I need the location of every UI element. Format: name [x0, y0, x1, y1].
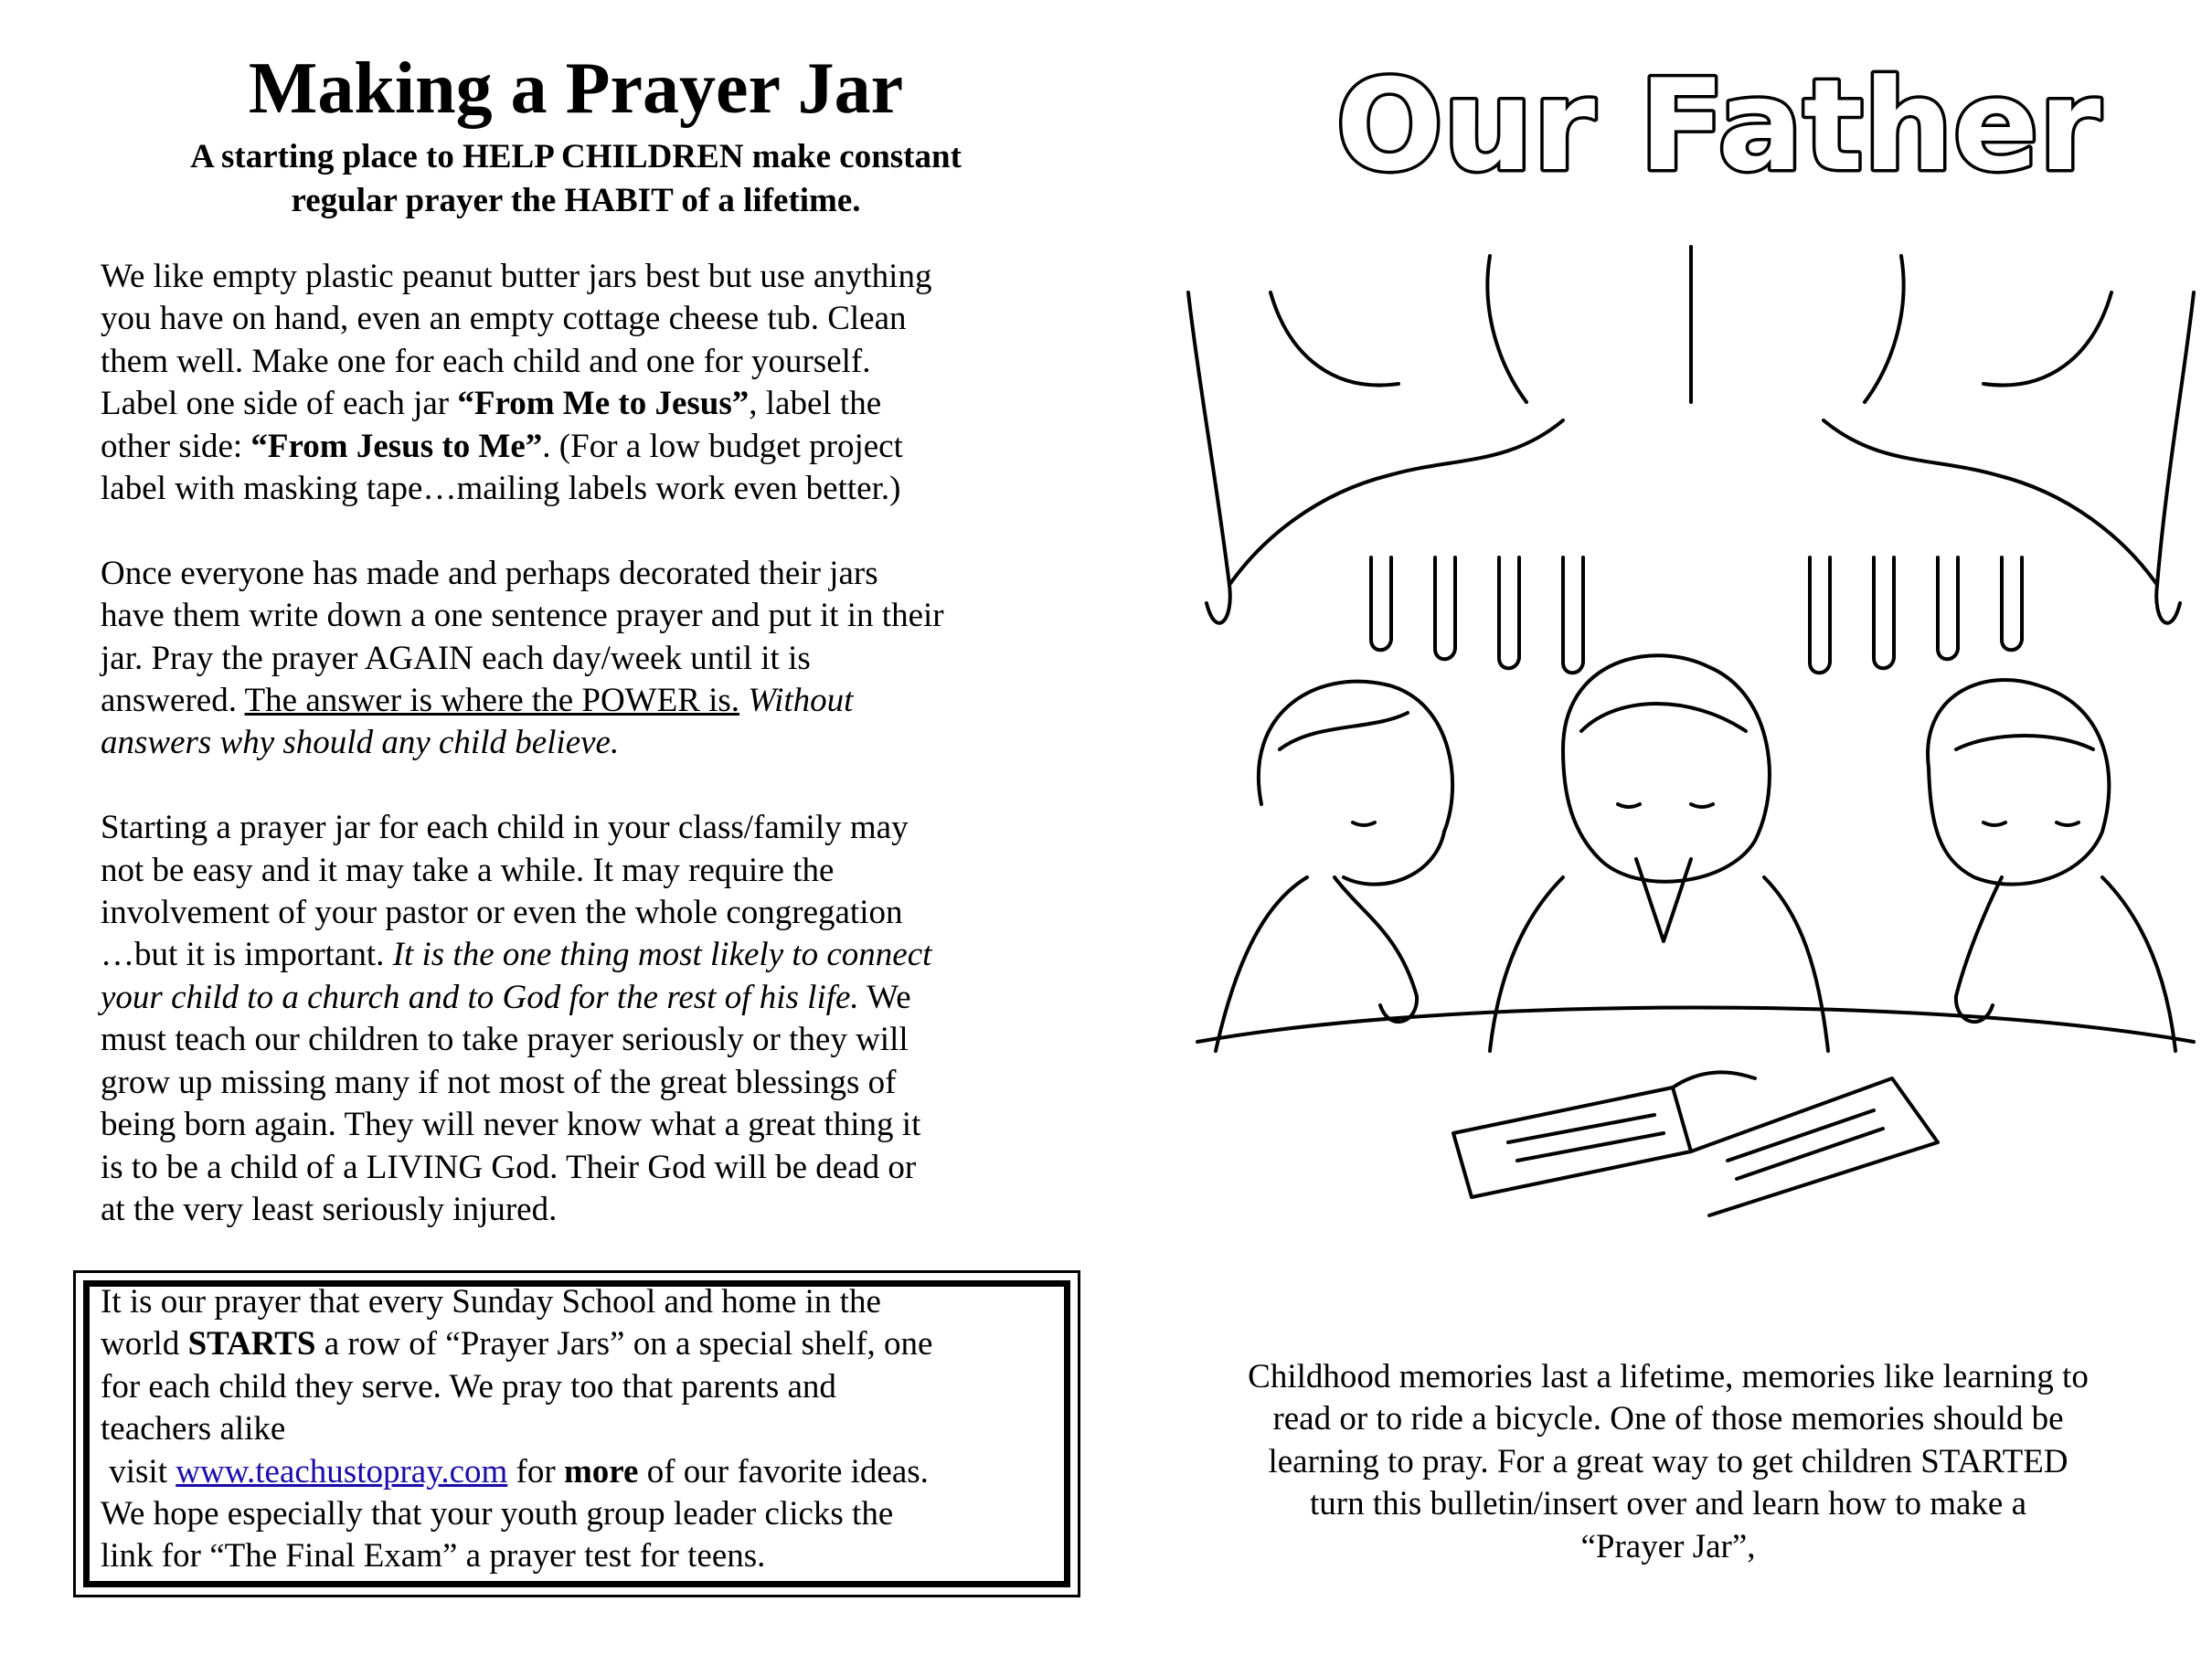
paragraph-importance	[101, 807, 1069, 1231]
text-line: is to be a child of a LIVING God. Their God will be dead or	[101, 1148, 917, 1186]
text-line: for each child they serve. We pray too that parents and	[101, 1367, 836, 1406]
text-line: turn this bulletin/insert over and learn how to make a	[1310, 1485, 2026, 1523]
website-link[interactable]: www.teachustopray.com	[175, 1452, 508, 1491]
text-line: other side: “From Jesus to Me”. (For a low budget project	[101, 427, 903, 465]
text-line: read or to ride a bicycle. One of those memories should be	[1272, 1400, 2064, 1438]
paragraph-prayer-writing	[101, 553, 1069, 765]
text-line: have them write down a one sentence prayer and put it in their	[101, 597, 944, 635]
hands-illustration	[1188, 247, 2194, 673]
text-line: We hope especially that your youth group leader clicks the	[101, 1495, 894, 1533]
praying-children-illustration	[1179, 238, 2212, 1234]
paragraph-jar-setup	[101, 256, 1069, 510]
child-middle	[1490, 655, 1828, 1051]
text-line: label with masking tape…mailing labels work even better.)	[101, 470, 901, 508]
callout-text	[101, 1281, 1069, 1578]
text-line: at the very least seriously injured.	[101, 1190, 558, 1228]
subtitle-line: regular prayer the HABIT of a lifetime.	[291, 182, 861, 219]
text-line: It is our prayer that every Sunday School and home in the	[101, 1283, 881, 1321]
text-line: you have on hand, even an empty cottage cheese tub. Clean	[101, 300, 907, 338]
text-line: “Prayer Jar”,	[1580, 1527, 1756, 1565]
label-from-me-to-jesus: “From Me to Jesus”	[457, 385, 750, 423]
text-line: Childhood memories last a lifetime, memories like learning to	[1248, 1358, 2089, 1395]
table-and-open-book	[1197, 1008, 2194, 1216]
text-line: teachers alike	[101, 1410, 286, 1448]
text-line: …but it is important. It is the one thing most likely to connect	[101, 936, 932, 974]
caption-text	[1161, 1356, 2175, 1568]
text-line: link for “The Final Exam” a prayer test for teens.	[101, 1537, 766, 1575]
text-line: Starting a prayer jar for each child in your class/family may	[101, 809, 909, 847]
text-line: jar. Pray the prayer AGAIN each day/week until it is	[101, 639, 811, 677]
text-line: must teach our children to take prayer seriously or they will	[101, 1021, 909, 1059]
text-line: world STARTS a row of “Prayer Jars” on a special shelf, one	[101, 1325, 933, 1363]
text-line: grow up missing many if not most of the great blessings of	[101, 1063, 897, 1101]
child-right	[1928, 680, 2175, 1051]
our-father-outline-title	[1261, 55, 2175, 201]
label-from-jesus-to-me: “From Jesus to Me”	[250, 427, 543, 465]
text-line: being born again. They will never know what a great thing it	[101, 1106, 921, 1144]
text-line: We like empty plastic peanut butter jars best but use anything	[101, 258, 932, 295]
subtitle-line: A starting place to HELP CHILDREN make constant	[190, 138, 962, 175]
text-line: not be easy and it may take a while. It may require the	[101, 851, 835, 889]
right-panel	[1106, 0, 2212, 1655]
text-line: Once everyone has made and perhaps decorated their jars	[101, 554, 878, 592]
text-line: them well. Make one for each child and one for yourself.	[101, 342, 871, 380]
art-title-text: Our Father	[1335, 55, 2101, 199]
text-line: learning to pray. For a great way to get children STARTED	[1268, 1442, 2068, 1480]
subtitle	[0, 135, 1152, 223]
text-line: answered. The answer is where the POWER is. Without	[101, 682, 854, 720]
text-line: your child to a church and to God for the rest of his life. We	[101, 978, 911, 1016]
instructions-text	[101, 256, 1069, 1274]
child-left	[1216, 682, 1452, 1051]
text-line: answers why should any child believe.	[101, 724, 620, 762]
power-statement: The answer is where the POWER is.	[244, 682, 740, 720]
text-line: involvement of your pastor or even the whole congregation	[101, 894, 903, 932]
text-line: visit www.teachustopray.com for more of our favorite ideas.	[101, 1452, 929, 1491]
page-title: Making a Prayer Jar	[248, 48, 904, 129]
text-line: Label one side of each jar “From Me to Jesus”, label the	[101, 385, 882, 423]
